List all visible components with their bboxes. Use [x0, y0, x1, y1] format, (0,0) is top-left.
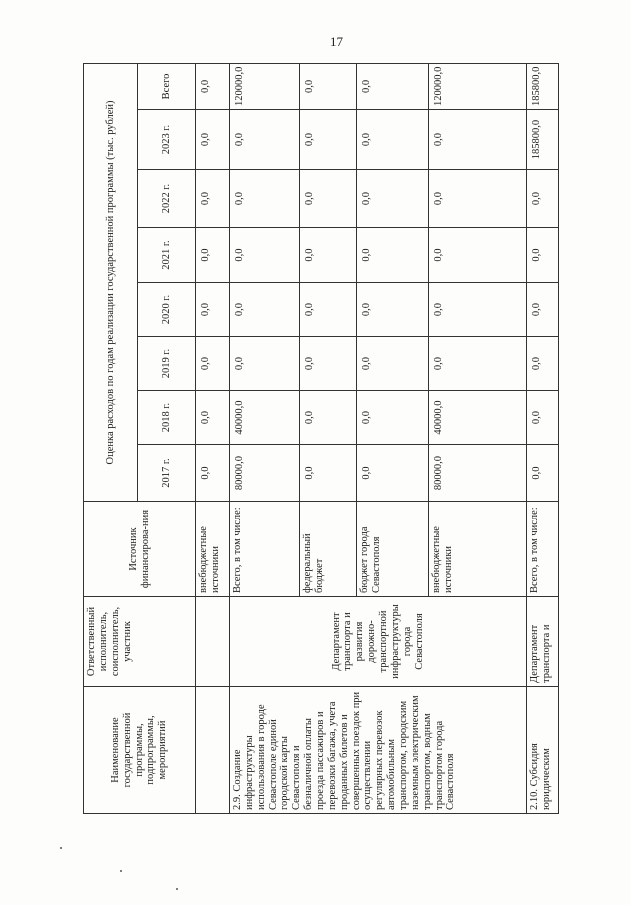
- header-name: Наименование государственной программы, подпрограммы, мероприятий: [84, 687, 196, 814]
- value-cell: 80000,0: [429, 445, 527, 502]
- financing-table: [83, 63, 559, 814]
- value-cell: 0,0: [357, 170, 429, 228]
- header-estimate: Оценка расходов по годам реализации государственной программы (тыс. рублей): [84, 63, 138, 501]
- header-year-2023: 2023 г.: [138, 110, 196, 170]
- value-cell: 0,0: [357, 228, 429, 283]
- value-cell: 0,0: [196, 228, 230, 283]
- value-cell: 0,0: [357, 283, 429, 337]
- empty-cell: [196, 687, 230, 814]
- header-total: Всего: [138, 63, 196, 109]
- value-cell: 0,0: [429, 283, 527, 337]
- value-cell: 0,0: [429, 170, 527, 228]
- scan-speck: [120, 870, 122, 872]
- value-cell: 0,0: [527, 228, 559, 283]
- value-cell: 0,0: [527, 283, 559, 337]
- value-cell: 0,0: [196, 110, 230, 170]
- page-number: 17: [330, 34, 343, 49]
- value-cell: 0,0: [357, 63, 429, 109]
- empty-cell: [196, 597, 230, 687]
- item-2-10-name: 2.10. Субсидия юридическим: [527, 687, 559, 814]
- value-cell: 0,0: [429, 110, 527, 170]
- value-cell: 0,0: [196, 391, 230, 445]
- value-cell: 0,0: [230, 170, 300, 228]
- value-cell: 0,0: [527, 337, 559, 391]
- value-cell: 0,0: [527, 170, 559, 228]
- value-cell: 0,0: [230, 283, 300, 337]
- value-cell: 0,0: [300, 445, 357, 502]
- header-executor: Ответственный исполнитель, соисполнитель, участник: [84, 597, 196, 687]
- value-cell: 0,0: [196, 63, 230, 109]
- source-cell: Всего, в том числе:: [527, 502, 559, 597]
- value-cell: 0,0: [300, 170, 357, 228]
- source-cell: Всего, в том числе:: [230, 502, 300, 597]
- value-cell: 0,0: [357, 337, 429, 391]
- financing-table-rotated: [83, 64, 558, 814]
- value-cell: 0,0: [230, 110, 300, 170]
- value-cell: 0,0: [300, 283, 357, 337]
- value-cell: 0,0: [196, 283, 230, 337]
- value-cell: 0,0: [300, 337, 357, 391]
- value-cell: 185800,0: [527, 63, 559, 109]
- value-cell: 0,0: [300, 110, 357, 170]
- value-cell: 0,0: [300, 228, 357, 283]
- item-2-9-name: 2.9. Создание инфраструктуры использования в городе Севастополе единой городской карты Севастополя и безналичной оплаты проезда пассажиров и перевозки багажа, учета проданных билетов и совершенных поездок при осуществлении регулярных перевозок автомобильным транспортом, городским наземным электрическим транспортом, водным транспортом города Севастополя: [230, 687, 527, 814]
- header-source: Источник финансирова-ния: [84, 502, 196, 597]
- table-row: [230, 63, 300, 813]
- header-year-2018: 2018 г.: [138, 391, 196, 445]
- item-2-9-executor: Департамент транспорта и развития дорожно-транспортной инфраструктуры города Севастополя: [230, 597, 527, 687]
- value-cell: 0,0: [196, 170, 230, 228]
- value-cell: 0,0: [527, 391, 559, 445]
- header-year-2020: 2020 г.: [138, 283, 196, 337]
- header-year-2022: 2022 г.: [138, 170, 196, 228]
- value-cell: 0,0: [300, 391, 357, 445]
- source-cell: внебюджетные источники: [429, 502, 527, 597]
- value-cell: 0,0: [196, 445, 230, 502]
- value-cell: 0,0: [230, 228, 300, 283]
- value-cell: 0,0: [527, 445, 559, 502]
- value-cell: 120000,0: [429, 63, 527, 109]
- header-year-2019: 2019 г.: [138, 337, 196, 391]
- header-year-2021: 2021 г.: [138, 228, 196, 283]
- value-cell: 120000,0: [230, 63, 300, 109]
- source-cell: бюджет города Севастополя: [357, 502, 429, 597]
- table-row: [196, 63, 230, 813]
- value-cell: 0,0: [429, 228, 527, 283]
- header-year-2017: 2017 г.: [138, 445, 196, 502]
- value-cell: 40000,0: [230, 391, 300, 445]
- value-cell: 0,0: [196, 337, 230, 391]
- item-2-10-executor: Департамент транспорта и: [527, 597, 559, 687]
- scan-speck: [60, 847, 62, 849]
- value-cell: 0,0: [230, 337, 300, 391]
- source-cell: федеральный бюджет: [300, 502, 357, 597]
- source-cell: внебюджетные источники: [196, 502, 230, 597]
- table-row: [527, 63, 559, 813]
- value-cell: 80000,0: [230, 445, 300, 502]
- value-cell: 0,0: [429, 337, 527, 391]
- value-cell: 0,0: [300, 63, 357, 109]
- value-cell: 0,0: [357, 391, 429, 445]
- scan-speck: [176, 888, 178, 890]
- value-cell: 185800,0: [527, 110, 559, 170]
- value-cell: 0,0: [357, 110, 429, 170]
- value-cell: 40000,0: [429, 391, 527, 445]
- value-cell: 0,0: [357, 445, 429, 502]
